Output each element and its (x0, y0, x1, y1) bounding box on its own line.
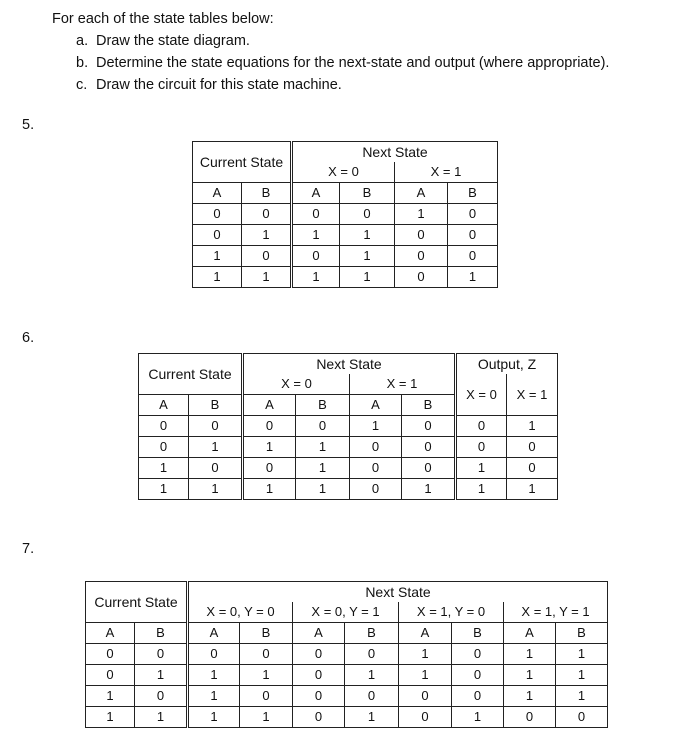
col-a: A (350, 395, 402, 416)
col-b: B (240, 623, 293, 644)
col-a: A (188, 623, 240, 644)
cell: 0 (350, 458, 402, 479)
cell: 1 (395, 204, 448, 225)
cell: 0 (293, 686, 345, 707)
cell: 1 (556, 665, 608, 686)
cell: 0 (345, 686, 399, 707)
instruction-item-b: b. Determine the state equations for the next-state and output (where appropriate). (76, 55, 610, 71)
table-row (139, 458, 558, 479)
cell: 1 (296, 458, 350, 479)
current-state-header: Current State (139, 354, 243, 395)
col-b: B (135, 623, 188, 644)
cell: 0 (139, 416, 189, 437)
cell: 1 (139, 479, 189, 500)
problem-7-number: 7. (22, 541, 35, 557)
cell: 1 (242, 267, 292, 288)
cell: 1 (240, 707, 293, 728)
cell: 0 (345, 644, 399, 665)
cell: 0 (452, 686, 504, 707)
cell: 1 (135, 707, 188, 728)
cell: 0 (292, 246, 340, 267)
cell: 0 (86, 665, 135, 686)
cell: 0 (243, 458, 296, 479)
cell: 0 (399, 707, 452, 728)
cell: 0 (507, 458, 558, 479)
next-state-header: Next State (188, 582, 608, 603)
x0-header: X = 0 (292, 162, 395, 183)
output-header: Output, Z (456, 354, 558, 375)
problem-5-state-table (192, 141, 498, 288)
cell: 1 (504, 665, 556, 686)
cell: 1 (452, 707, 504, 728)
cell: 1 (402, 479, 456, 500)
cell: 1 (456, 458, 507, 479)
cell: 1 (399, 644, 452, 665)
cell: 0 (452, 644, 504, 665)
cell: 1 (399, 665, 452, 686)
cell: 1 (240, 665, 293, 686)
col-a: A (395, 183, 448, 204)
cell: 1 (188, 665, 240, 686)
cell: 1 (296, 437, 350, 458)
col-a: A (139, 395, 189, 416)
col-a: A (243, 395, 296, 416)
cell: 0 (350, 479, 402, 500)
col-b: B (296, 395, 350, 416)
cell: 1 (556, 644, 608, 665)
cell: 1 (188, 686, 240, 707)
problem-5-number: 5. (22, 117, 35, 133)
current-state-header: Current State (86, 582, 188, 623)
cell: 1 (86, 686, 135, 707)
cell: 1 (296, 479, 350, 500)
next-state-header: Next State (292, 142, 498, 163)
col-a: A (292, 183, 340, 204)
col-a: A (193, 183, 242, 204)
cell: 0 (556, 707, 608, 728)
col-a: A (86, 623, 135, 644)
cell: 0 (340, 204, 395, 225)
cell: 1 (243, 437, 296, 458)
col-b: B (345, 623, 399, 644)
output-x1-header: X = 1 (507, 374, 558, 416)
instruction-item-c: c. Draw the circuit for this state machine. (76, 77, 342, 93)
cell: 1 (292, 267, 340, 288)
x1-header: X = 1 (395, 162, 498, 183)
instructions (52, 8, 609, 96)
cell: 1 (86, 707, 135, 728)
cell: 0 (86, 644, 135, 665)
col-b: B (189, 395, 243, 416)
cell: 1 (504, 686, 556, 707)
table-row (193, 246, 498, 267)
problem-7-state-table (85, 581, 608, 728)
col-b: B (340, 183, 395, 204)
cell: 0 (350, 437, 402, 458)
col-a: A (293, 623, 345, 644)
cell: 1 (243, 479, 296, 500)
cell: 1 (507, 479, 558, 500)
cell: 0 (448, 204, 498, 225)
cell: 1 (345, 665, 399, 686)
cell: 1 (350, 416, 402, 437)
output-x0-header: X = 0 (456, 374, 507, 416)
next-state-header: Next State (243, 354, 456, 375)
cell: 1 (504, 644, 556, 665)
cell: 0 (448, 246, 498, 267)
cell: 1 (189, 437, 243, 458)
cell: 1 (193, 267, 242, 288)
x0y0-header: X = 0, Y = 0 (188, 602, 293, 623)
x0-header: X = 0 (243, 374, 350, 395)
cell: 1 (135, 665, 188, 686)
cell: 0 (193, 225, 242, 246)
table-row (193, 204, 498, 225)
cell: 0 (402, 437, 456, 458)
x0y1-header: X = 0, Y = 1 (293, 602, 399, 623)
cell: 1 (139, 458, 189, 479)
table-row (86, 644, 608, 665)
cell: 0 (139, 437, 189, 458)
problem-6-number: 6. (22, 330, 35, 346)
cell: 1 (340, 225, 395, 246)
cell: 0 (395, 246, 448, 267)
cell: 0 (189, 416, 243, 437)
table-row (139, 416, 558, 437)
table-row (86, 707, 608, 728)
cell: 1 (340, 246, 395, 267)
instruction-item-a: a. Draw the state diagram. (76, 33, 250, 49)
cell: 0 (456, 416, 507, 437)
table-row (139, 437, 558, 458)
cell: 0 (399, 686, 452, 707)
table-row (86, 686, 608, 707)
cell: 0 (240, 644, 293, 665)
cell: 0 (456, 437, 507, 458)
x1-header: X = 1 (350, 374, 456, 395)
cell: 1 (193, 246, 242, 267)
cell: 1 (556, 686, 608, 707)
cell: 0 (293, 707, 345, 728)
cell: 0 (448, 225, 498, 246)
cell: 0 (296, 416, 350, 437)
cell: 0 (395, 267, 448, 288)
cell: 0 (188, 644, 240, 665)
cell: 0 (243, 416, 296, 437)
cell: 0 (193, 204, 242, 225)
cell: 1 (189, 479, 243, 500)
col-b: B (452, 623, 504, 644)
cell: 0 (242, 246, 292, 267)
cell: 0 (507, 437, 558, 458)
instructions-intro: For each of the state tables below: (52, 11, 274, 27)
cell: 1 (507, 416, 558, 437)
cell: 1 (242, 225, 292, 246)
cell: 1 (345, 707, 399, 728)
cell: 0 (242, 204, 292, 225)
col-b: B (556, 623, 608, 644)
col-b: B (402, 395, 456, 416)
col-a: A (504, 623, 556, 644)
problem-6-state-table (138, 353, 558, 500)
cell: 0 (135, 686, 188, 707)
cell: 1 (340, 267, 395, 288)
cell: 0 (395, 225, 448, 246)
cell: 0 (402, 458, 456, 479)
col-a: A (399, 623, 452, 644)
cell: 0 (293, 644, 345, 665)
cell: 0 (292, 204, 340, 225)
cell: 1 (448, 267, 498, 288)
cell: 0 (240, 686, 293, 707)
cell: 0 (293, 665, 345, 686)
cell: 0 (135, 644, 188, 665)
x1y1-header: X = 1, Y = 1 (504, 602, 608, 623)
cell: 0 (452, 665, 504, 686)
table-row (139, 479, 558, 500)
cell: 1 (292, 225, 340, 246)
table-header-row (86, 623, 608, 644)
col-b: B (448, 183, 498, 204)
table-row (193, 225, 498, 246)
table-header-row (193, 183, 498, 204)
col-b: B (242, 183, 292, 204)
table-row (193, 267, 498, 288)
cell: 1 (456, 479, 507, 500)
table-row (86, 665, 608, 686)
cell: 0 (189, 458, 243, 479)
current-state-header: Current State (193, 142, 292, 183)
cell: 1 (188, 707, 240, 728)
x1y0-header: X = 1, Y = 0 (399, 602, 504, 623)
cell: 0 (504, 707, 556, 728)
cell: 0 (402, 416, 456, 437)
